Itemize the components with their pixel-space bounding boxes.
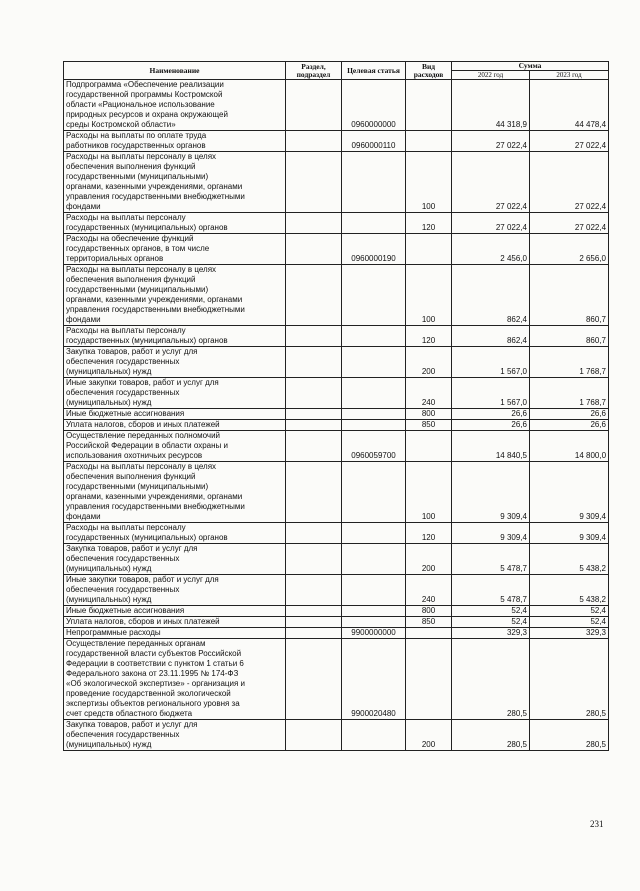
- table-row: [64, 639, 609, 720]
- row-2023-cell: 27 022,4: [530, 131, 609, 152]
- row-section-cell: [286, 234, 342, 265]
- row-expense-cell: 240: [406, 378, 452, 409]
- row-2023-cell: 14 800,0: [530, 431, 609, 462]
- col-expense-header: Вид расходов: [406, 62, 452, 80]
- row-section-cell: [286, 617, 342, 628]
- row-2022-cell: 5 478,7: [452, 544, 530, 575]
- row-2023-cell: 860,7: [530, 265, 609, 326]
- row-2022-cell: 52,4: [452, 606, 530, 617]
- row-section-cell: [286, 213, 342, 234]
- row-section-cell: [286, 720, 342, 751]
- table-row: [64, 544, 609, 575]
- row-name-cell: Осуществление переданных органам государственной власти субъектов Российской Федерации в соответствии с пунктом 1 статьи 6 Федерального закона от 23.11.1995 № 174-ФЗ «Об экологической экспертизе» - организация и проведение государственной экологической экспертизы объектов регионального уровня за счет средств областного бюджета: [64, 639, 286, 720]
- row-name-cell: Расходы на выплаты персоналу государственных (муниципальных) органов: [64, 213, 286, 234]
- col-name-header: Наименование: [64, 62, 286, 80]
- row-name-cell: Расходы на выплаты персоналу государственных (муниципальных) органов: [64, 523, 286, 544]
- table-row: [64, 347, 609, 378]
- row-2023-cell: 280,5: [530, 639, 609, 720]
- row-target-cell: [342, 617, 406, 628]
- row-expense-cell: 100: [406, 265, 452, 326]
- row-section-cell: [286, 523, 342, 544]
- row-name-cell: Подпрограмма «Обеспечение реализации государственной программы Костромской области «Рациональное использование природных ресурсов и охрана окружающей среды Костромской области»: [64, 80, 286, 131]
- row-2022-cell: 5 478,7: [452, 575, 530, 606]
- row-name-cell: Закупка товаров, работ и услуг для обеспечения государственных (муниципальных) нужд: [64, 347, 286, 378]
- row-expense-cell: [406, 131, 452, 152]
- row-expense-cell: 120: [406, 326, 452, 347]
- row-section-cell: [286, 628, 342, 639]
- row-name-cell: Расходы на выплаты персоналу в целях обеспечения выполнения функций государственными (муниципальными) органами, казенными учреждениями, органами управления государственными внебюджетными фондами: [64, 152, 286, 213]
- row-2022-cell: 1 567,0: [452, 378, 530, 409]
- row-target-cell: [342, 152, 406, 213]
- row-expense-cell: 850: [406, 617, 452, 628]
- row-expense-cell: 850: [406, 420, 452, 431]
- row-expense-cell: 200: [406, 347, 452, 378]
- col-target-header: Целевая статья: [342, 62, 406, 80]
- row-target-cell: [342, 420, 406, 431]
- row-expense-cell: [406, 628, 452, 639]
- row-2022-cell: 44 318,9: [452, 80, 530, 131]
- table-row: [64, 606, 609, 617]
- table-row: [64, 234, 609, 265]
- row-2022-cell: 280,5: [452, 720, 530, 751]
- row-target-cell: [342, 326, 406, 347]
- row-expense-cell: 120: [406, 523, 452, 544]
- row-2023-cell: 27 022,4: [530, 152, 609, 213]
- table-row: [64, 409, 609, 420]
- table-row: [64, 265, 609, 326]
- row-name-cell: Иные закупки товаров, работ и услуг для обеспечения государственных (муниципальных) нужд: [64, 575, 286, 606]
- row-name-cell: Закупка товаров, работ и услуг для обеспечения государственных (муниципальных) нужд: [64, 720, 286, 751]
- row-2022-cell: 26,6: [452, 420, 530, 431]
- row-2022-cell: 27 022,4: [452, 152, 530, 213]
- table-row: [64, 462, 609, 523]
- row-target-cell: 0960000110: [342, 131, 406, 152]
- row-name-cell: Расходы на обеспечение функций государственных органов, в том числе территориальных органов: [64, 234, 286, 265]
- row-2022-cell: 862,4: [452, 265, 530, 326]
- row-2023-cell: 5 438,2: [530, 544, 609, 575]
- col-2023-header: 2023 год: [530, 71, 609, 80]
- row-target-cell: [342, 575, 406, 606]
- row-section-cell: [286, 80, 342, 131]
- row-section-cell: [286, 326, 342, 347]
- row-expense-cell: [406, 639, 452, 720]
- row-2022-cell: 27 022,4: [452, 131, 530, 152]
- row-2023-cell: 280,5: [530, 720, 609, 751]
- row-name-cell: Иные бюджетные ассигнования: [64, 606, 286, 617]
- row-name-cell: Уплата налогов, сборов и иных платежей: [64, 617, 286, 628]
- row-2023-cell: 26,6: [530, 420, 609, 431]
- row-name-cell: Иные бюджетные ассигнования: [64, 409, 286, 420]
- row-section-cell: [286, 462, 342, 523]
- row-2023-cell: 27 022,4: [530, 213, 609, 234]
- row-2023-cell: 26,6: [530, 409, 609, 420]
- row-2022-cell: 862,4: [452, 326, 530, 347]
- row-2022-cell: 52,4: [452, 617, 530, 628]
- row-expense-cell: [406, 80, 452, 131]
- row-target-cell: 0960000190: [342, 234, 406, 265]
- row-2022-cell: 26,6: [452, 409, 530, 420]
- table-row: [64, 326, 609, 347]
- row-expense-cell: 120: [406, 213, 452, 234]
- row-2022-cell: 9 309,4: [452, 523, 530, 544]
- row-target-cell: [342, 378, 406, 409]
- row-name-cell: Расходы на выплаты персоналу в целях обеспечения выполнения функций государственными (муниципальными) органами, казенными учреждениями, органами управления государственными внебюджетными фондами: [64, 462, 286, 523]
- header-row: [64, 62, 609, 71]
- table-row: [64, 720, 609, 751]
- row-section-cell: [286, 544, 342, 575]
- row-section-cell: [286, 409, 342, 420]
- row-2023-cell: 1 768,7: [530, 347, 609, 378]
- row-expense-cell: 800: [406, 409, 452, 420]
- row-2023-cell: 9 309,4: [530, 462, 609, 523]
- table-row: [64, 617, 609, 628]
- col-2022-header: 2022 год: [452, 71, 530, 80]
- row-expense-cell: [406, 431, 452, 462]
- row-target-cell: [342, 213, 406, 234]
- table-row: [64, 80, 609, 131]
- col-section-header: Раздел, подраздел: [286, 62, 342, 80]
- table-row: [64, 213, 609, 234]
- row-2023-cell: 1 768,7: [530, 378, 609, 409]
- row-section-cell: [286, 131, 342, 152]
- page-number: 231: [590, 819, 604, 829]
- row-target-cell: [342, 523, 406, 544]
- row-name-cell: Закупка товаров, работ и услуг для обеспечения государственных (муниципальных) нужд: [64, 544, 286, 575]
- table-row: [64, 420, 609, 431]
- row-2022-cell: 27 022,4: [452, 213, 530, 234]
- budget-table: [63, 61, 609, 751]
- row-2023-cell: 5 438,2: [530, 575, 609, 606]
- row-2023-cell: 9 309,4: [530, 523, 609, 544]
- row-section-cell: [286, 420, 342, 431]
- row-2023-cell: 329,3: [530, 628, 609, 639]
- row-section-cell: [286, 347, 342, 378]
- row-target-cell: [342, 544, 406, 575]
- row-name-cell: Расходы на выплаты персоналу в целях обеспечения выполнения функций государственными (муниципальными) органами, казенными учреждениями, органами управления государственными внебюджетными фондами: [64, 265, 286, 326]
- row-expense-cell: 240: [406, 575, 452, 606]
- row-section-cell: [286, 639, 342, 720]
- row-2022-cell: 1 567,0: [452, 347, 530, 378]
- table-row: [64, 131, 609, 152]
- row-name-cell: Осуществление переданных полномочий Российской Федерации в области охраны и использования охотничьих ресурсов: [64, 431, 286, 462]
- row-target-cell: [342, 720, 406, 751]
- row-2023-cell: 2 656,0: [530, 234, 609, 265]
- col-sum-header: Сумма: [452, 62, 609, 71]
- row-target-cell: 0960059700: [342, 431, 406, 462]
- row-section-cell: [286, 152, 342, 213]
- table-row: [64, 628, 609, 639]
- row-name-cell: Иные закупки товаров, работ и услуг для обеспечения государственных (муниципальных) нужд: [64, 378, 286, 409]
- row-2022-cell: 329,3: [452, 628, 530, 639]
- row-target-cell: 0960000000: [342, 80, 406, 131]
- table-row: [64, 152, 609, 213]
- row-2022-cell: 9 309,4: [452, 462, 530, 523]
- row-target-cell: [342, 606, 406, 617]
- row-target-cell: 9900000000: [342, 628, 406, 639]
- row-name-cell: Непрограммные расходы: [64, 628, 286, 639]
- row-target-cell: 9900020480: [342, 639, 406, 720]
- row-expense-cell: 100: [406, 152, 452, 213]
- row-name-cell: Расходы на выплаты по оплате труда работников государственных органов: [64, 131, 286, 152]
- row-2023-cell: 44 478,4: [530, 80, 609, 131]
- row-target-cell: [342, 347, 406, 378]
- row-2022-cell: 280,5: [452, 639, 530, 720]
- row-2023-cell: 52,4: [530, 606, 609, 617]
- row-expense-cell: 200: [406, 720, 452, 751]
- row-section-cell: [286, 575, 342, 606]
- row-expense-cell: [406, 234, 452, 265]
- row-name-cell: Уплата налогов, сборов и иных платежей: [64, 420, 286, 431]
- row-expense-cell: 200: [406, 544, 452, 575]
- row-expense-cell: 800: [406, 606, 452, 617]
- row-2023-cell: 860,7: [530, 326, 609, 347]
- row-name-cell: Расходы на выплаты персоналу государственных (муниципальных) органов: [64, 326, 286, 347]
- row-target-cell: [342, 409, 406, 420]
- table-row: [64, 378, 609, 409]
- table-row: [64, 431, 609, 462]
- row-2023-cell: 52,4: [530, 617, 609, 628]
- table-row: [64, 575, 609, 606]
- row-target-cell: [342, 265, 406, 326]
- row-section-cell: [286, 378, 342, 409]
- row-2022-cell: 2 456,0: [452, 234, 530, 265]
- row-section-cell: [286, 431, 342, 462]
- row-2022-cell: 14 840,5: [452, 431, 530, 462]
- row-section-cell: [286, 606, 342, 617]
- row-target-cell: [342, 462, 406, 523]
- row-expense-cell: 100: [406, 462, 452, 523]
- row-section-cell: [286, 265, 342, 326]
- table-row: [64, 523, 609, 544]
